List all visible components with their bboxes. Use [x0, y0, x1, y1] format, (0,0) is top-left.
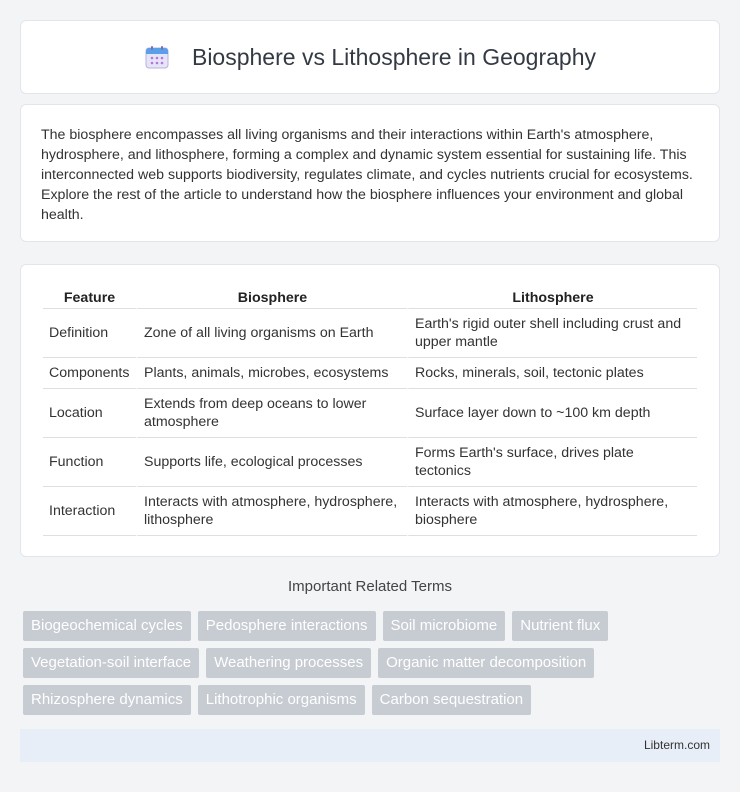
header-biosphere: Biosphere	[136, 285, 407, 309]
feature-cell: Definition	[43, 309, 136, 358]
table-row	[43, 358, 697, 389]
related-term-tag[interactable]: Soil microbiome	[383, 611, 506, 641]
related-term-tag[interactable]: Organic matter decomposition	[378, 648, 594, 678]
page-title: Biosphere vs Lithosphere in Geography	[191, 43, 597, 70]
feature-cell: Function	[43, 438, 136, 487]
feature-cell: Location	[43, 389, 136, 438]
comparison-table-card	[20, 264, 720, 557]
lithosphere-cell: Rocks, minerals, soil, tectonic plates	[407, 358, 697, 389]
footer-site-link[interactable]: Libterm.com	[643, 738, 710, 752]
biosphere-cell: Supports life, ecological processes	[136, 438, 407, 487]
title-card	[20, 20, 720, 94]
related-term-tag[interactable]: Weathering processes	[206, 648, 371, 678]
comparison-table	[43, 285, 697, 536]
related-term-tag[interactable]: Rhizosphere dynamics	[23, 685, 191, 715]
related-term-tag[interactable]: Lithotrophic organisms	[198, 685, 365, 715]
lithosphere-cell: Earth's rigid outer shell including crust and upper mantle	[407, 309, 697, 358]
table-row	[43, 438, 697, 487]
lithosphere-cell: Interacts with atmosphere, hydrosphere, biosphere	[407, 487, 697, 536]
intro-card	[20, 104, 720, 242]
feature-cell: Components	[43, 358, 136, 389]
related-term-tag[interactable]: Carbon sequestration	[372, 685, 531, 715]
related-terms-title: Important Related Terms	[288, 578, 452, 595]
header-lithosphere: Lithosphere	[407, 285, 697, 309]
biosphere-cell: Plants, animals, microbes, ecosystems	[136, 358, 407, 389]
related-term-tag[interactable]: Pedosphere interactions	[198, 611, 376, 641]
calendar-icon	[144, 44, 170, 70]
header-feature: Feature	[43, 285, 136, 309]
related-term-tag[interactable]: Biogeochemical cycles	[23, 611, 191, 641]
intro-text: The biosphere encompasses all living organisms and their interactions within Earth's atmosphere, hydrosphere, and lithosphere, forming a complex and dynamic system essential for sustaining life. This interconnected web supports biodiversity, regulates climate, and cycles nutrients crucial for ecosystems. Explore the rest of the article to understand how the biosphere influences your environment and global health.	[41, 127, 693, 223]
table-row	[43, 487, 697, 536]
footer	[20, 729, 720, 762]
related-term-tag[interactable]: Vegetation-soil interface	[23, 648, 199, 678]
related-term-tag[interactable]: Nutrient flux	[512, 611, 608, 641]
table-row	[43, 309, 697, 358]
table-row	[43, 389, 697, 438]
lithosphere-cell: Forms Earth's surface, drives plate tectonics	[407, 438, 697, 487]
biosphere-cell: Extends from deep oceans to lower atmosphere	[136, 389, 407, 438]
biosphere-cell: Zone of all living organisms on Earth	[136, 309, 407, 358]
related-terms-list	[23, 611, 723, 715]
biosphere-cell: Interacts with atmosphere, hydrosphere, lithosphere	[136, 487, 407, 536]
lithosphere-cell: Surface layer down to ~100 km depth	[407, 389, 697, 438]
feature-cell: Interaction	[43, 487, 136, 536]
